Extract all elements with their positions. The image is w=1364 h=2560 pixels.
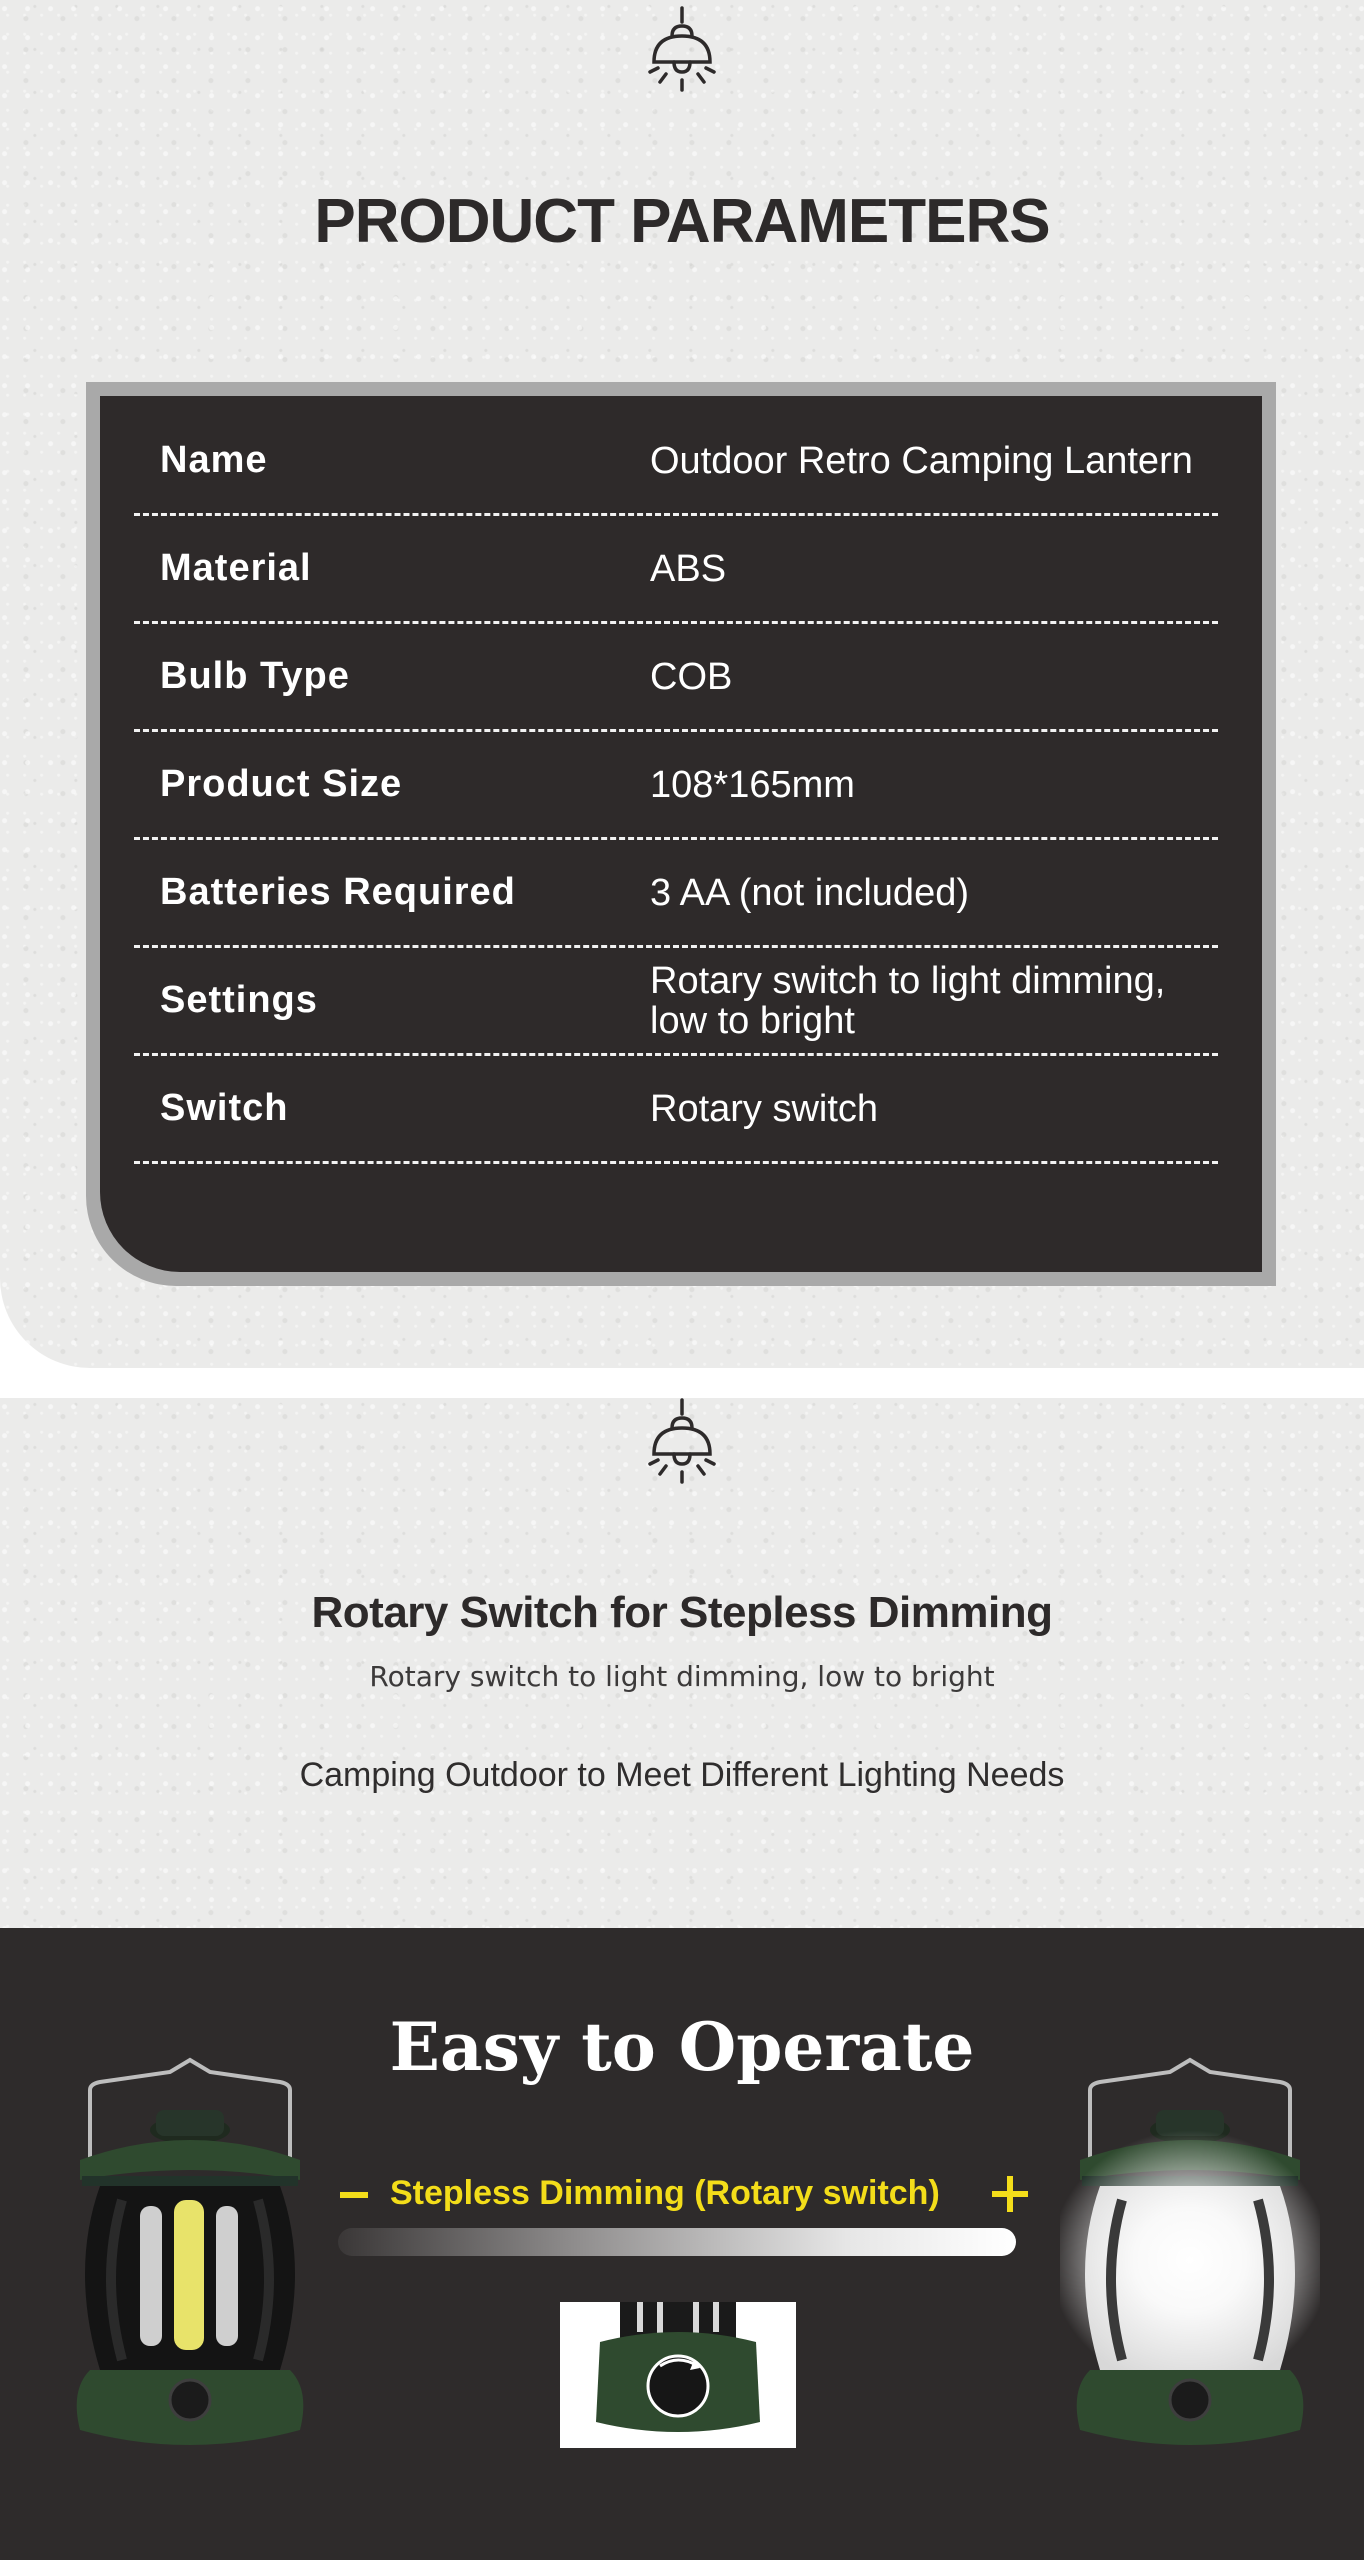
parameter-row-switch	[134, 1056, 1218, 1164]
parameter-label: Bulb Type	[160, 655, 350, 697]
parameter-label: Product Size	[160, 763, 403, 805]
parameter-value: Rotary switch	[650, 1087, 879, 1130]
parameter-row-settings	[134, 948, 1218, 1056]
lantern-dim-image	[60, 2010, 320, 2470]
parameter-label: Settings	[160, 979, 318, 1021]
pendant-lamp-icon	[646, 1398, 718, 1488]
parameter-label: Name	[160, 439, 268, 481]
operate-title: Easy to Operate	[389, 2008, 975, 2086]
parameter-label: Switch	[160, 1087, 289, 1129]
parameters-title: PRODUCT PARAMETERS	[314, 187, 1050, 256]
feature-tagline: Camping Outdoor to Meet Different Lighting Needs	[299, 1756, 1065, 1794]
dimming-control	[336, 2170, 1036, 2220]
parameter-value: COB	[650, 655, 733, 698]
parameter-row-name	[134, 408, 1218, 516]
minus-icon	[340, 2192, 368, 2198]
parameter-value: ABS	[650, 547, 727, 590]
plus-icon	[992, 2174, 1032, 2214]
parameter-value: 3 AA (not included)	[650, 871, 969, 914]
feature-subtitle: Rotary switch to light dimming, low to bright	[369, 1660, 995, 1693]
dimming-gradient-bar	[338, 2228, 1016, 2256]
lantern-bright-image	[1060, 2010, 1320, 2470]
feature-title: Rotary Switch for Stepless Dimming	[311, 1588, 1053, 1637]
parameter-label: Material	[160, 547, 312, 589]
dimming-label: Stepless Dimming (Rotary switch)	[390, 2174, 940, 2212]
parameter-row-product-size	[134, 732, 1218, 840]
parameter-value: Outdoor Retro Camping Lantern	[650, 439, 1193, 482]
parameter-row-bulb-type	[134, 624, 1218, 732]
parameter-value: Rotary switch to light dimming, low to bright	[650, 959, 1166, 1042]
parameter-value: 108*165mm	[650, 763, 855, 806]
parameter-row-material	[134, 516, 1218, 624]
rotary-switch-image	[560, 2302, 796, 2448]
pendant-lamp-icon	[646, 6, 718, 96]
parameter-label: Batteries Required	[160, 871, 516, 913]
rotary-switch-illustration	[560, 2302, 796, 2448]
parameter-row-batteries	[134, 840, 1218, 948]
